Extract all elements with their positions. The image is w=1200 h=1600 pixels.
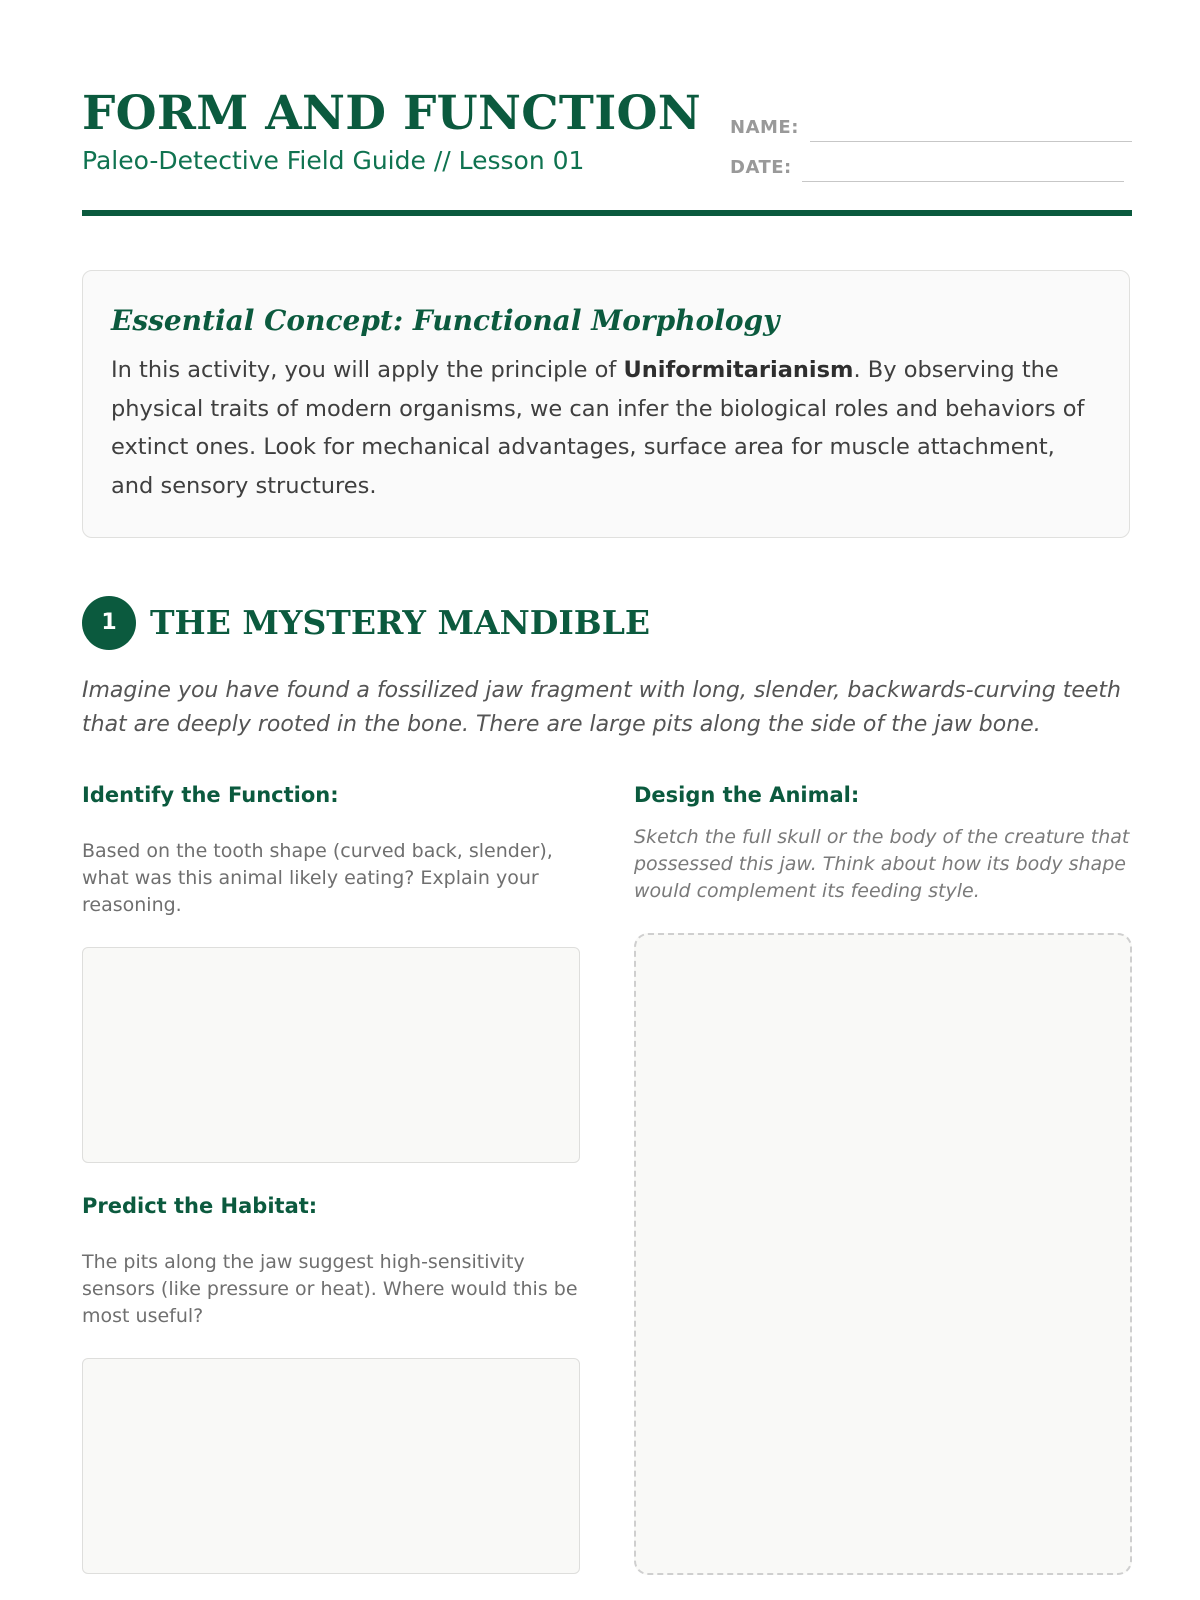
right-sketch-column	[634, 780, 1132, 1575]
predict-habitat-answer-box[interactable]	[82, 1358, 580, 1574]
design-animal-prompt: Sketch the full skull or the body of the creature that possessed this jaw. Think about how its body shape would complement its feeding style.	[634, 826, 1130, 902]
date-input-line[interactable]	[802, 181, 1124, 182]
concept-heading: Essential Concept: Functional Morphology	[111, 304, 780, 337]
scenario-text: Imagine you have found a fossilized jaw fragment with long, slender, backwards-curving teeth that are deeply rooted in the bone. There are large pits along the side of the jaw bone.	[82, 678, 1121, 737]
concept-body	[111, 351, 1101, 505]
header-divider	[82, 210, 1132, 216]
predict-habitat-heading: Predict the Habitat:	[82, 1194, 318, 1218]
section-1-header	[82, 596, 1132, 652]
worksheet-page	[82, 0, 1132, 1600]
concept-key-term: Uniformitarianism	[623, 357, 854, 383]
date-label: DATE:	[730, 157, 792, 178]
predict-habitat-prompt: The pits along the jaw suggest high-sensitivity sensors (like pressure or heat). Where would this be most useful?	[82, 1251, 578, 1327]
left-question-column	[82, 780, 580, 1574]
identify-function-heading: Identify the Function:	[82, 783, 339, 807]
sketch-area[interactable]	[634, 933, 1132, 1575]
concept-body-intro: In this activity, you will apply the principle of	[111, 357, 624, 383]
name-field	[730, 112, 1132, 142]
name-label: NAME:	[730, 117, 799, 138]
essential-concept-box	[82, 270, 1130, 538]
concept-body-rest: . By observing the physical traits of modern organisms, we can infer the biological roles and behaviors of extinct ones. Look for mechanical advantages, surface area for muscle attachment, and sensory structures.	[111, 357, 1085, 499]
page-subtitle: Paleo-Detective Field Guide // Lesson 01	[82, 146, 585, 175]
section-title: THE MYSTERY MANDIBLE	[150, 603, 651, 642]
design-animal-heading: Design the Animal:	[634, 783, 860, 807]
identify-function-answer-box[interactable]	[82, 947, 580, 1163]
section-number-badge: 1	[82, 596, 136, 650]
name-input-line[interactable]	[810, 141, 1132, 142]
page-title: FORM AND FUNCTION	[82, 86, 701, 141]
date-field	[730, 152, 1132, 182]
identify-function-prompt: Based on the tooth shape (curved back, slender), what was this animal likely eating? Explain your reasoning.	[82, 840, 553, 916]
worksheet-header	[82, 84, 1132, 214]
